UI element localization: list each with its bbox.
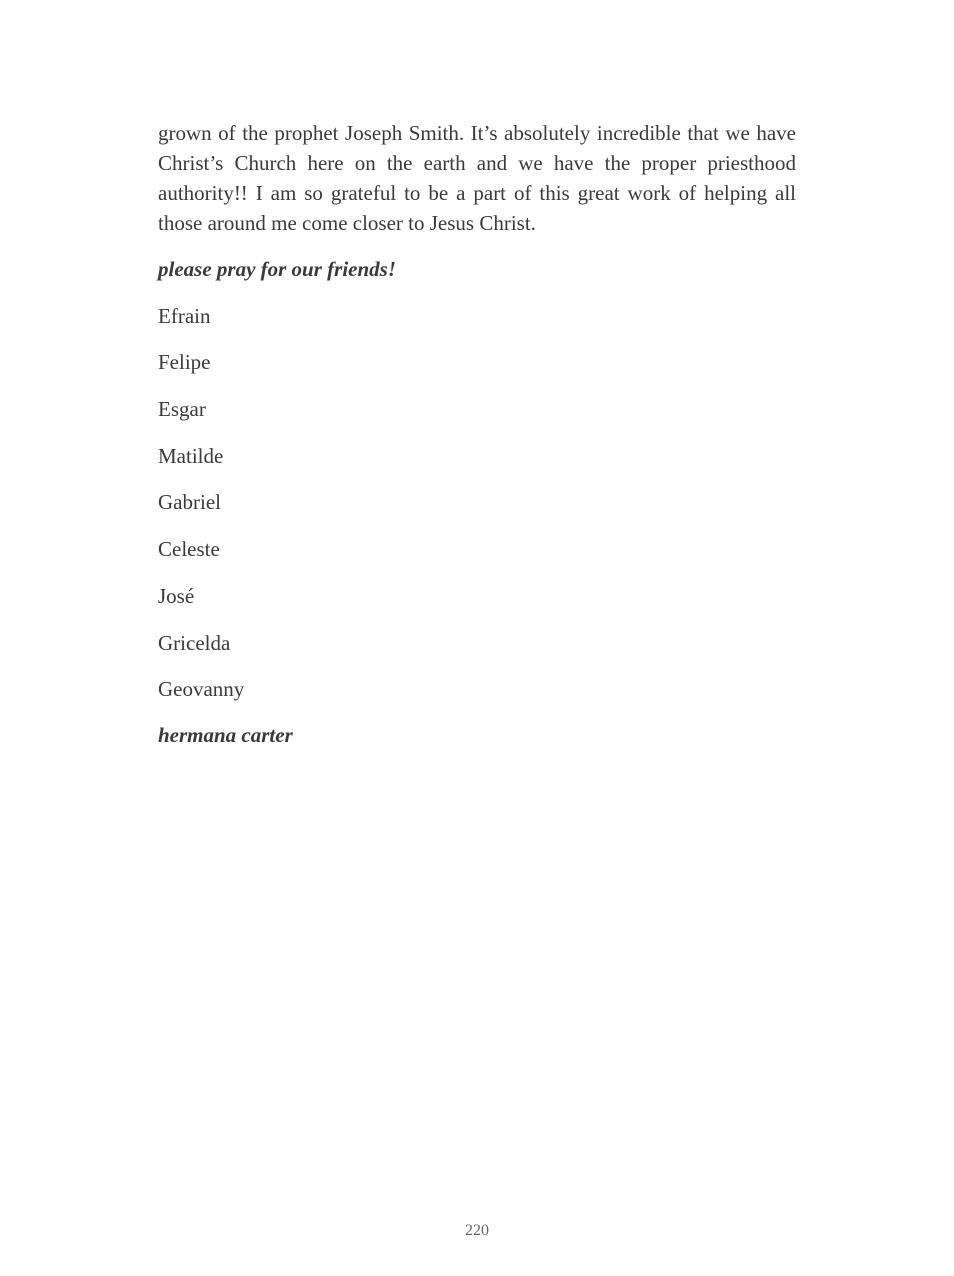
friends-list [158, 301, 796, 705]
list-item: Geovanny [158, 677, 245, 702]
list-item: Efrain [158, 303, 211, 328]
signature: hermana carter [158, 723, 293, 748]
body-paragraph: grown of the prophet Joseph Smith. It’s absolutely incredible that we have Christ’s Church here on the earth and we have the proper priesthood authority!! I am so grateful to be a part of this great work of helping all those around me come closer to Jesus Christ. [158, 121, 796, 235]
page-content [158, 118, 796, 750]
prayer-heading: please pray for our friends! [158, 257, 397, 281]
list-item: Gabriel [158, 490, 221, 515]
list-item: José [158, 583, 195, 608]
list-item: Gricelda [158, 630, 231, 655]
list-item: Celeste [158, 537, 220, 562]
list-item: Esgar [158, 397, 206, 422]
list-item: Matilde [158, 443, 224, 468]
page-number: 220 [465, 1222, 489, 1239]
list-item: Felipe [158, 350, 211, 375]
